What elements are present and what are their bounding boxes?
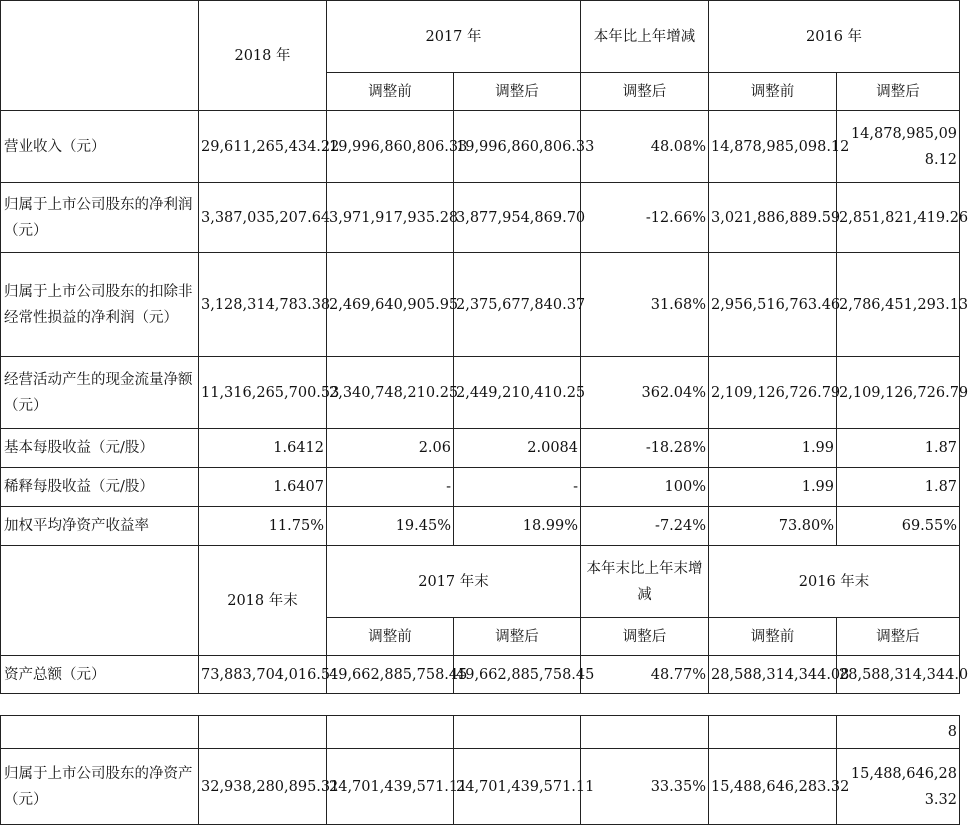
cell-2016-before: 2,109,126,726.79 bbox=[709, 357, 837, 429]
cell-change: 48.08% bbox=[581, 111, 709, 183]
cell-2016-before: 2,956,516,763.46 bbox=[709, 253, 837, 357]
row-label: 加权平均净资产收益率 bbox=[1, 507, 199, 546]
cell-2017-before: 49,662,885,758.45 bbox=[327, 656, 454, 694]
cell-change: -18.28% bbox=[581, 429, 709, 468]
empty-cell bbox=[454, 716, 581, 749]
cell-change: 33.35% bbox=[581, 749, 709, 825]
cell-change: 48.77% bbox=[581, 656, 709, 694]
cell-2018: 3,128,314,783.38 bbox=[199, 253, 327, 357]
cell-2016-after: 69.55% bbox=[837, 507, 960, 546]
header2-2016-before: 调整前 bbox=[709, 618, 837, 656]
header-2016-end: 2016 年末 bbox=[709, 546, 960, 618]
cell-2018: 11,316,265,700.53 bbox=[199, 357, 327, 429]
header-2017: 2017 年 bbox=[327, 1, 581, 73]
row-label: 经营活动产生的现金流量净额（元） bbox=[1, 357, 199, 429]
empty-cell bbox=[327, 716, 454, 749]
table-row bbox=[1, 656, 960, 694]
cell-2017-before: 24,701,439,571.11 bbox=[327, 749, 454, 825]
empty-cell bbox=[709, 716, 837, 749]
cell-2016-after: 1.87 bbox=[837, 468, 960, 507]
cell-2017-before: 19.45% bbox=[327, 507, 454, 546]
table-row bbox=[1, 111, 960, 183]
cell-2017-after: 24,701,439,571.11 bbox=[454, 749, 581, 825]
cell-2016-before: 3,021,886,889.59 bbox=[709, 183, 837, 253]
cell-2016-after: 2,109,126,726.79 bbox=[837, 357, 960, 429]
header-2016: 2016 年 bbox=[709, 1, 960, 73]
corner-cell-2 bbox=[1, 546, 199, 656]
header-2017-after: 调整后 bbox=[454, 73, 581, 111]
cell-2016-after: 14,878,985,098.12 bbox=[837, 111, 960, 183]
table-row bbox=[1, 507, 960, 546]
cell-change: -12.66% bbox=[581, 183, 709, 253]
cell-2017-before: 19,996,860,806.33 bbox=[327, 111, 454, 183]
cell-2016-after: 2,786,451,293.13 bbox=[837, 253, 960, 357]
cell-change: 362.04% bbox=[581, 357, 709, 429]
header-2017-before: 调整前 bbox=[327, 73, 454, 111]
cell-2016-after: 2,851,821,419.26 bbox=[837, 183, 960, 253]
cell-2016-before: 28,588,314,344.08 bbox=[709, 656, 837, 694]
cell-2016-after: 1.87 bbox=[837, 429, 960, 468]
row-label: 资产总额（元） bbox=[1, 656, 199, 694]
header-2017-end: 2017 年末 bbox=[327, 546, 581, 618]
cell-2018: 11.75% bbox=[199, 507, 327, 546]
cell-2018: 73,883,704,016.51 bbox=[199, 656, 327, 694]
row-label: 归属于上市公司股东的净利润（元） bbox=[1, 183, 199, 253]
cell-2017-before: 2,340,748,210.25 bbox=[327, 357, 454, 429]
cell-2016-before: 1.99 bbox=[709, 468, 837, 507]
cell-2017-after: 3,877,954,869.70 bbox=[454, 183, 581, 253]
table-row bbox=[1, 749, 960, 825]
cell-change: 31.68% bbox=[581, 253, 709, 357]
header2-change-after: 调整后 bbox=[581, 618, 709, 656]
cell-2017-after: 19,996,860,806.33 bbox=[454, 111, 581, 183]
cell-2017-after: 2.0084 bbox=[454, 429, 581, 468]
corner-cell bbox=[1, 1, 199, 111]
header-change-end: 本年末比上年末增减 bbox=[581, 546, 709, 618]
cell-2017-before: 2.06 bbox=[327, 429, 454, 468]
cell-2016-before: 73.80% bbox=[709, 507, 837, 546]
header-change-after: 调整后 bbox=[581, 73, 709, 111]
table-row bbox=[1, 468, 960, 507]
header-2016-after: 调整后 bbox=[837, 73, 960, 111]
row-label: 营业收入（元） bbox=[1, 111, 199, 183]
cell-2017-before: - bbox=[327, 468, 454, 507]
cell-2017-before: 3,971,917,935.28 bbox=[327, 183, 454, 253]
cell-change: -7.24% bbox=[581, 507, 709, 546]
row-label: 归属于上市公司股东的净资产（元） bbox=[1, 749, 199, 825]
table-row bbox=[1, 357, 960, 429]
cell-2016-before: 1.99 bbox=[709, 429, 837, 468]
table-row bbox=[1, 429, 960, 468]
header-2016-before: 调整前 bbox=[709, 73, 837, 111]
empty-cell bbox=[199, 716, 327, 749]
empty-cell bbox=[1, 716, 199, 749]
header2-2016-after: 调整后 bbox=[837, 618, 960, 656]
table-row bbox=[1, 253, 960, 357]
table-row bbox=[1, 183, 960, 253]
cell-2018: 29,611,265,434.22 bbox=[199, 111, 327, 183]
cell-2017-after: 18.99% bbox=[454, 507, 581, 546]
cell-2018: 32,938,280,895.31 bbox=[199, 749, 327, 825]
cell-2016-after-continued: 8 bbox=[837, 716, 960, 749]
cell-2016-before: 14,878,985,098.12 bbox=[709, 111, 837, 183]
financial-table-continued bbox=[0, 715, 960, 825]
header-2018: 2018 年 bbox=[199, 1, 327, 111]
cell-2017-after: 2,375,677,840.37 bbox=[454, 253, 581, 357]
row-label: 基本每股收益（元/股） bbox=[1, 429, 199, 468]
cell-2016-after: 15,488,646,283.32 bbox=[837, 749, 960, 825]
header-change: 本年比上年增减 bbox=[581, 1, 709, 73]
cell-change: 100% bbox=[581, 468, 709, 507]
cell-2017-after: - bbox=[454, 468, 581, 507]
empty-cell bbox=[581, 716, 709, 749]
cell-2017-before: 2,469,640,905.95 bbox=[327, 253, 454, 357]
header-2018-end: 2018 年末 bbox=[199, 546, 327, 656]
cell-2016-before: 15,488,646,283.32 bbox=[709, 749, 837, 825]
cell-2018: 1.6407 bbox=[199, 468, 327, 507]
cell-2017-after: 2,449,210,410.25 bbox=[454, 357, 581, 429]
header2-2017-after: 调整后 bbox=[454, 618, 581, 656]
cell-2017-after: 49,662,885,758.45 bbox=[454, 656, 581, 694]
row-label: 归属于上市公司股东的扣除非经常性损益的净利润（元） bbox=[1, 253, 199, 357]
cell-2016-after: 28,588,314,344.0 bbox=[837, 656, 960, 694]
header2-2017-before: 调整前 bbox=[327, 618, 454, 656]
cell-2018: 3,387,035,207.64 bbox=[199, 183, 327, 253]
cell-2018: 1.6412 bbox=[199, 429, 327, 468]
row-label: 稀释每股收益（元/股） bbox=[1, 468, 199, 507]
